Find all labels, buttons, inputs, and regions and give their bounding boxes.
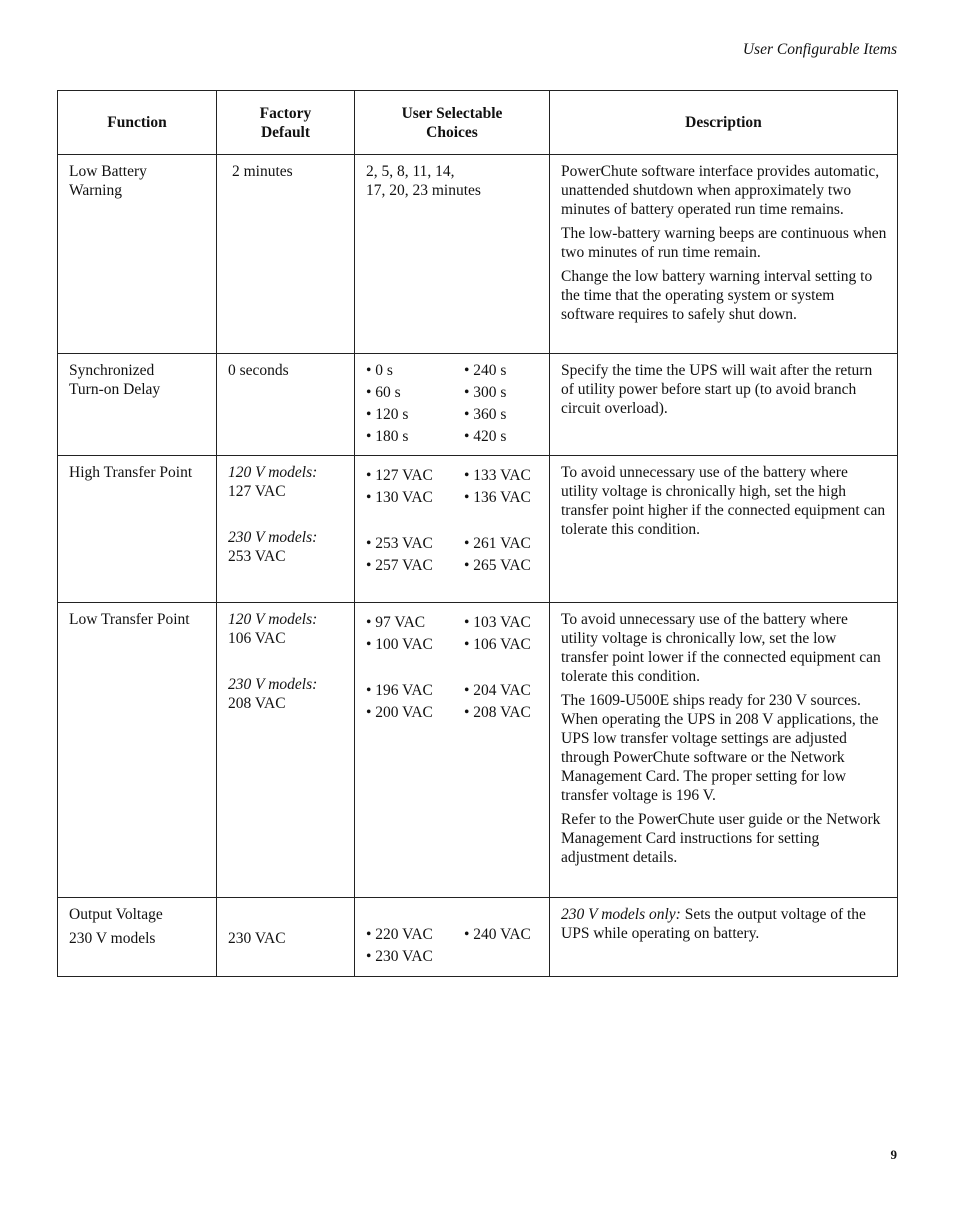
default-cell xyxy=(217,603,355,898)
choice-item: • 230 VAC xyxy=(366,948,433,965)
description-paragraph: Refer to the PowerChute user guide or the Network Management Card instructions for setting adjustment details. xyxy=(561,811,881,866)
default-120-label: 120 V models: xyxy=(228,464,318,481)
description-text: Sets the output voltage of the UPS while operating on battery. xyxy=(561,906,866,942)
function-line: Low Transfer Point xyxy=(69,611,190,628)
description-paragraph: The 1609-U500E ships ready for 230 V sources. When operating the UPS in 208 V applications, the UPS low transfer voltage settings are adjusted through PowerChute software or the Network Management Card. The proper setting for low transfer voltage is 196 V. xyxy=(561,692,879,804)
header-user-selectable-choices xyxy=(355,91,550,155)
choices-cell xyxy=(355,354,550,456)
choice-item: • 0 s xyxy=(366,362,393,379)
spacer xyxy=(228,648,344,675)
default-230-value: 208 VAC xyxy=(228,695,286,712)
choices-cell xyxy=(355,898,550,977)
description-paragraph: The low-battery warning beeps are continuous when two minutes of run time remain. xyxy=(561,225,887,261)
description-paragraph: PowerChute software interface provides automatic, unattended shutdown when approximately two minutes of battery operated run time remains. xyxy=(561,163,880,218)
description-paragraph: Specify the time the UPS will wait after the return of utility power before start up (to avoid branch circuit overload). xyxy=(561,362,873,417)
header-choices-line2: Choices xyxy=(426,123,478,141)
default-230-value: 253 VAC xyxy=(228,548,286,565)
description-cell xyxy=(550,155,898,354)
header-factory-line1: Factory xyxy=(259,104,312,122)
default-value: 230 VAC xyxy=(228,930,286,947)
default-value: 2 minutes xyxy=(232,163,293,180)
choice-item: • 100 VAC xyxy=(366,636,433,653)
choice-item: • 136 VAC xyxy=(464,489,531,506)
choices-grid xyxy=(366,361,539,446)
choice-item: • 208 VAC xyxy=(464,704,531,721)
function-cell xyxy=(58,155,217,354)
default-cell xyxy=(217,456,355,603)
choice-item: • 420 s xyxy=(464,428,507,445)
description-paragraph: To avoid unnecessary use of the battery where utility voltage is chronically low, set the low transfer point lower if the connected equipment can tolerate this condition. xyxy=(561,611,881,685)
function-line: 230 V models xyxy=(69,930,156,947)
default-120-value: 106 VAC xyxy=(228,630,286,647)
default-cell xyxy=(217,898,355,977)
table-row xyxy=(58,603,898,898)
function-line: Synchronized xyxy=(69,362,155,379)
spacer xyxy=(228,501,344,528)
table-header-row xyxy=(58,91,898,155)
header-factory-default xyxy=(217,91,355,155)
header-function: Function xyxy=(58,91,217,155)
choice-item: • 261 VAC xyxy=(464,535,531,552)
configurable-items-table xyxy=(57,90,898,977)
default-120-value: 127 VAC xyxy=(228,483,286,500)
function-line: Low Battery xyxy=(69,163,147,180)
choices-cell xyxy=(355,456,550,603)
choices-line: 2, 5, 8, 11, 14, xyxy=(366,163,455,180)
choice-item: • 240 s xyxy=(464,362,507,379)
choices-grid-230 xyxy=(366,681,539,722)
spacer xyxy=(366,507,539,534)
choice-item: • 103 VAC xyxy=(464,614,531,631)
spacer xyxy=(366,654,539,681)
choices-grid-120 xyxy=(366,613,539,654)
choice-item: • 196 VAC xyxy=(366,682,433,699)
description-italic-lead: 230 V models only: xyxy=(561,906,681,923)
description-cell xyxy=(550,603,898,898)
default-230-label: 230 V models: xyxy=(228,676,318,693)
choice-item: • 133 VAC xyxy=(464,467,531,484)
function-cell xyxy=(58,898,217,977)
choices-line: 17, 20, 23 minutes xyxy=(366,182,481,199)
table-row xyxy=(58,456,898,603)
choice-item: • 130 VAC xyxy=(366,489,433,506)
default-cell xyxy=(217,155,355,354)
choices-cell xyxy=(355,603,550,898)
choice-item: • 97 VAC xyxy=(366,614,426,631)
description-paragraph xyxy=(561,905,887,943)
choices-grid xyxy=(366,925,539,966)
header-description: Description xyxy=(550,91,898,155)
function-line: Turn-on Delay xyxy=(69,381,161,398)
page-number: 9 xyxy=(890,1147,897,1162)
choices-cell xyxy=(355,155,550,354)
choices-grid-230 xyxy=(366,534,539,575)
choice-item: • 200 VAC xyxy=(366,704,433,721)
function-line: Output Voltage xyxy=(69,906,163,923)
choice-item: • 60 s xyxy=(366,384,401,401)
function-line: High Transfer Point xyxy=(69,464,193,481)
choice-item: • 300 s xyxy=(464,384,507,401)
description-paragraph: To avoid unnecessary use of the battery where utility voltage is chronically high, set the high transfer point higher if the connected equipment can tolerate this condition. xyxy=(561,464,886,538)
choice-item: • 253 VAC xyxy=(366,535,433,552)
default-cell xyxy=(217,354,355,456)
choice-item: • 257 VAC xyxy=(366,557,433,574)
choice-item: • 106 VAC xyxy=(464,636,531,653)
default-value: 0 seconds xyxy=(228,362,289,379)
choice-item: • 204 VAC xyxy=(464,682,531,699)
choices-grid-120 xyxy=(366,466,539,507)
choice-item: • 127 VAC xyxy=(366,467,433,484)
function-cell xyxy=(58,456,217,603)
description-cell xyxy=(550,354,898,456)
default-230-label: 230 V models: xyxy=(228,529,318,546)
choice-item: • 120 s xyxy=(366,406,409,423)
function-line: Warning xyxy=(69,182,122,199)
description-paragraph: Change the low battery warning interval setting to the time that the operating system or system software requires to safely shut down. xyxy=(561,268,873,323)
choice-item: • 180 s xyxy=(366,428,409,445)
table-row xyxy=(58,155,898,354)
header-factory-line2: Default xyxy=(260,123,311,141)
choice-item: • 220 VAC xyxy=(366,926,433,943)
function-cell xyxy=(58,603,217,898)
description-cell xyxy=(550,898,898,977)
choice-item: • 265 VAC xyxy=(464,557,531,574)
description-cell xyxy=(550,456,898,603)
table-row xyxy=(58,898,898,977)
function-cell xyxy=(58,354,217,456)
default-120-label: 120 V models: xyxy=(228,611,318,628)
table-row xyxy=(58,354,898,456)
choice-item: • 360 s xyxy=(464,406,507,423)
choice-item: • 240 VAC xyxy=(464,926,531,943)
header-choices-line1: User Selectable xyxy=(401,104,503,122)
running-header: User Configurable Items xyxy=(742,41,897,58)
